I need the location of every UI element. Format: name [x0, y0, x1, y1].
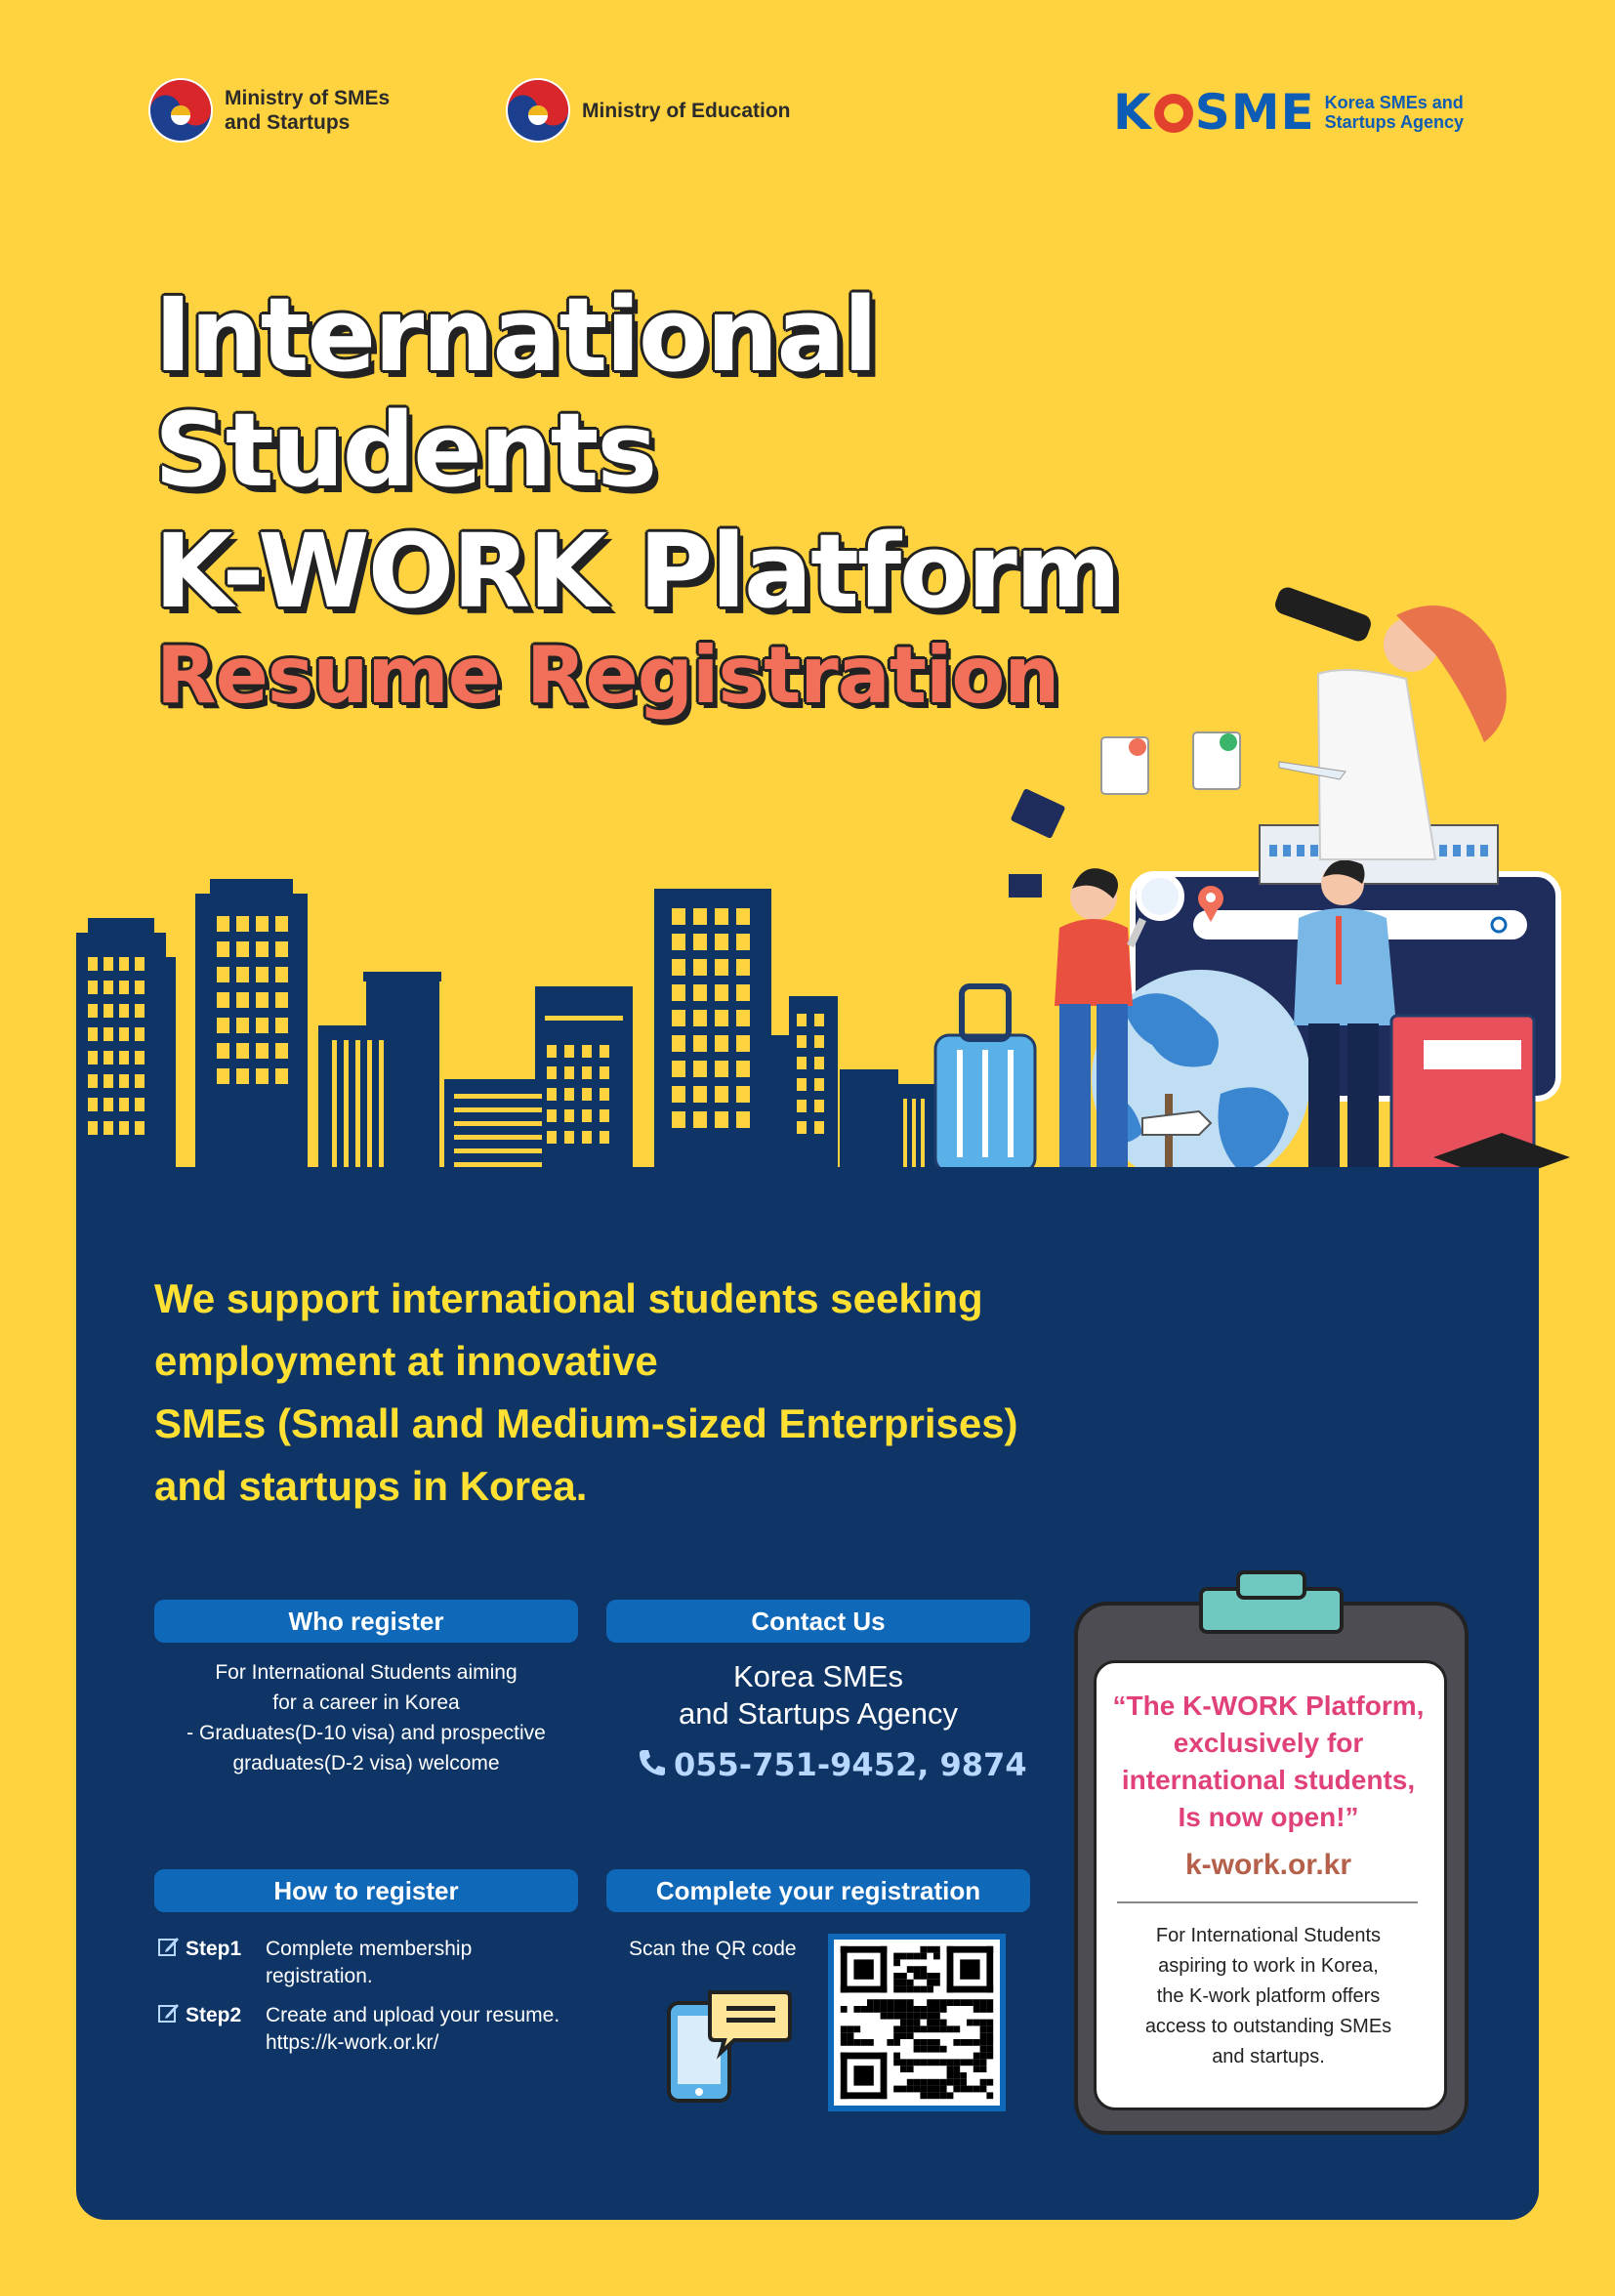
quote-line-4: Is now open!” [1178, 1802, 1359, 1832]
contact-heading: Contact Us [606, 1600, 1030, 1643]
title-line-2: Students [154, 391, 656, 510]
phone-icon [637, 1747, 668, 1786]
contact-org-line-1: Korea SMEs [732, 1659, 903, 1693]
title-line-3: K-WORK Platform [154, 512, 1120, 631]
platform-url-link[interactable]: k-work.or.kr [1184, 1849, 1352, 1881]
edit-icon [158, 1936, 180, 1957]
clipboard-divider [1117, 1901, 1418, 1903]
platform-open-quote [1097, 1688, 1439, 1836]
desc-line-5: and startups. [1212, 2046, 1325, 2067]
platform-description [1097, 1921, 1439, 2072]
step-2-label: Step2 [186, 2004, 242, 2026]
qr-caption: Scan the QR code [629, 1938, 797, 1960]
lead-text [154, 1268, 1131, 1518]
phone-chat-icon [666, 1988, 793, 2106]
step-1-line-1: Complete membership [266, 1938, 473, 1960]
desc-line-4: access to outstanding SMEs [1144, 2016, 1392, 2037]
qr-code-frame[interactable] [828, 1934, 1006, 2111]
ministry-education-name: Ministry of Education [582, 99, 791, 122]
quote-line-3: international students, [1121, 1765, 1416, 1795]
desc-line-2: aspiring to work in Korea, [1158, 1955, 1379, 1977]
contact-org-line-2: and Startups Agency [678, 1696, 959, 1731]
taegeuk-emblem-icon [148, 78, 213, 143]
lead-line-1: We support international students seeking [154, 1275, 983, 1321]
contact-phone-number[interactable]: 055-751-9452, 9874 [674, 1746, 1027, 1783]
edit-icon [158, 2002, 180, 2024]
who-register-body [154, 1657, 578, 1778]
how-to-register-heading: How to register [154, 1869, 578, 1912]
who-line-4: graduates(D-2 visa) welcome [232, 1752, 500, 1774]
desc-line-1: For International Students [1155, 1925, 1382, 1946]
step-2-row [158, 2002, 559, 2057]
who-line-1: For International Students aiming [215, 1661, 518, 1684]
desc-line-3: the K-work platform offers [1156, 1985, 1381, 2007]
qr-code-icon [834, 1940, 1000, 2106]
kosme-sub-line2: Startups Agency [1324, 112, 1465, 132]
complete-registration-heading: Complete your registration [606, 1869, 1030, 1912]
city-illustration [0, 547, 1615, 1191]
ministry-education-logo [506, 76, 791, 145]
kosme-wordmark: K SME [1113, 84, 1315, 141]
who-line-3: - Graduates(D-10 visa) and prospective [186, 1722, 546, 1744]
step-2-link[interactable]: https://k-work.or.kr/ [266, 2031, 439, 2054]
title-line-1: International [154, 275, 877, 395]
lead-line-2: employment at innovative [154, 1338, 658, 1384]
ministry-smes-name-line2: and Startups [225, 111, 351, 134]
kosme-sub-line1: Korea SMEs and [1324, 93, 1464, 112]
who-register-heading: Who register [154, 1600, 578, 1643]
ministry-smes-name-line1: Ministry of SMEs [225, 87, 391, 109]
step-2-line-1: Create and upload your resume. [266, 2004, 560, 2026]
lead-line-4: and startups in Korea. [154, 1463, 588, 1509]
ministry-smes-logo [148, 76, 390, 145]
step-1-row [158, 1936, 472, 1990]
step-1-line-2: registration. [266, 1965, 373, 1987]
who-line-2: for a career in Korea [272, 1691, 460, 1714]
clipboard-clip-knob [1236, 1570, 1306, 1600]
quote-line-1: “The K-WORK Platform, [1112, 1691, 1425, 1721]
contact-org [606, 1658, 1030, 1732]
contact-phone-row [637, 1746, 1027, 1786]
kosme-logo [1113, 78, 1464, 146]
subtitle-resume-registration: Resume Registration [156, 630, 1059, 721]
step-1-label: Step1 [186, 1938, 242, 1960]
taegeuk-emblem-icon [506, 78, 570, 143]
lead-line-3: SMEs (Small and Medium-sized Enterprises) [154, 1400, 1018, 1446]
quote-line-2: exclusively for [1173, 1728, 1364, 1758]
